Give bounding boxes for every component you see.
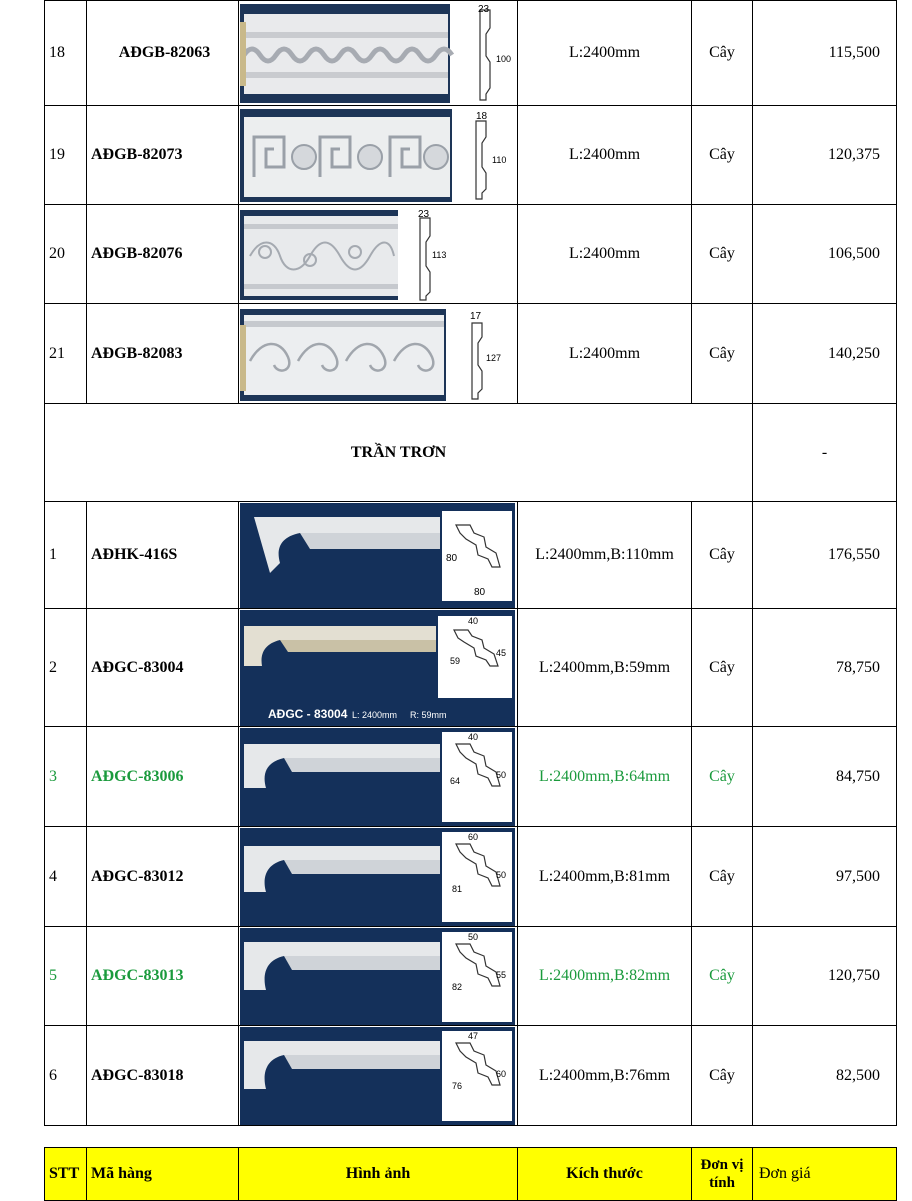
row-size: L:2400mm,B:81mm [518,827,692,927]
row-stt: 19 [45,106,87,205]
row-size: L:2400mm,B:59mm [518,609,692,727]
product-image-floral [240,206,515,303]
product-image-cornice [240,828,515,926]
dim-height: 50 [496,869,507,880]
dim-height: 50 [496,769,507,780]
dim-height: 60 [496,1068,507,1079]
row-price: 120,750 [753,927,897,1026]
dim-diag: 76 [452,1080,463,1091]
dim-width: 40 [468,615,479,626]
product-image-cornice [240,1027,515,1125]
row-product-code: AĐHK-416S [87,502,239,609]
row-size: L:2400mm,B:64mm [518,727,692,827]
table-row [45,609,897,727]
image-caption-radius: R: 59mm [410,709,447,720]
row-product-image [239,827,518,927]
row-product-code: AĐGB-82073 [87,106,239,205]
row-unit: Cây [692,502,753,609]
dim-diag: 81 [452,883,463,894]
header-unit [692,1148,753,1201]
row-stt: 6 [45,1026,87,1126]
dim-height: 80 [446,552,458,564]
product-image-cornice [240,610,515,726]
image-caption-code: AĐGC - 83004 [268,706,348,721]
section-price: - [753,404,897,502]
row-size: L:2400mm,B:76mm [518,1026,692,1126]
row-price: 106,500 [753,205,897,304]
dim-height: 100 [496,53,512,64]
product-image-greek [240,107,515,204]
row-stt: 21 [45,304,87,404]
row-size: L:2400mm [518,304,692,404]
row-price: 97,500 [753,827,897,927]
dim-diag: 82 [452,981,463,992]
row-product-code: AĐGB-82083 [87,304,239,404]
table-row [45,727,897,827]
row-product-image [239,502,518,609]
product-image-cornice [240,928,515,1025]
dim-width: 60 [468,831,479,842]
row-unit: Cây [692,205,753,304]
row-product-code: AĐGC-83004 [87,609,239,727]
row-product-code: AĐGC-83006 [87,727,239,827]
row-stt: 2 [45,609,87,727]
header-unit-line2: tính [709,1175,735,1191]
header-price: Đơn giá [753,1148,897,1201]
dim-width: 17 [470,310,482,322]
row-unit: Cây [692,609,753,727]
row-unit: Cây [692,304,753,404]
section-row [45,404,897,502]
row-stt: 4 [45,827,87,927]
row-product-code: AĐGC-83012 [87,827,239,927]
product-image-cornice [240,728,515,826]
table-row [45,205,897,304]
table-header-row [45,1148,897,1201]
row-size: L:2400mm,B:82mm [518,927,692,1026]
product-image-scroll [240,305,515,403]
header-size: Kích thước [518,1148,692,1201]
row-size: L:2400mm [518,205,692,304]
row-unit: Cây [692,1,753,106]
table-row [45,1026,897,1126]
table-row [45,304,897,404]
row-product-image [239,106,518,205]
header-unit-line1: Đơn vị [700,1157,744,1173]
row-unit: Cây [692,1026,753,1126]
header-image: Hình ảnh [239,1148,518,1201]
row-price: 78,750 [753,609,897,727]
table-row [45,502,897,609]
header-code: Mã hàng [87,1148,239,1201]
dim-width: 23 [478,3,490,15]
price-table [44,0,897,1126]
dim-width: 40 [468,731,479,742]
row-stt: 5 [45,927,87,1026]
row-size: L:2400mm,B:110mm [518,502,692,609]
table-row [45,827,897,927]
row-price: 115,500 [753,1,897,106]
row-price: 140,250 [753,304,897,404]
row-product-image [239,304,518,404]
row-size: L:2400mm [518,106,692,205]
row-product-image [239,205,518,304]
row-product-image [239,1026,518,1126]
next-page-header-table [44,1147,897,1201]
dim-width: 18 [476,110,488,122]
row-unit: Cây [692,727,753,827]
row-product-image [239,927,518,1026]
row-product-image [239,1,518,106]
dim-height: 55 [496,969,507,980]
product-image-rope [240,2,515,105]
dim-height: 110 [492,154,507,165]
row-stt: 3 [45,727,87,827]
row-price: 82,500 [753,1026,897,1126]
row-product-image [239,609,518,727]
row-stt: 1 [45,502,87,609]
header-stt: STT [45,1148,87,1201]
table-row [45,1,897,106]
row-price: 84,750 [753,727,897,827]
dim-diag: 64 [450,775,461,786]
row-unit: Cây [692,927,753,1026]
row-stt: 20 [45,205,87,304]
dim-width: 47 [468,1030,479,1041]
row-product-code: AĐGC-83018 [87,1026,239,1126]
row-size: L:2400mm [518,1,692,106]
table-row [45,106,897,205]
row-product-code: AĐGB-82063 [87,1,239,106]
row-product-code: AĐGC-83013 [87,927,239,1026]
row-unit: Cây [692,106,753,205]
row-product-code: AĐGB-82076 [87,205,239,304]
image-caption-length: L: 2400mm [352,709,398,720]
dim-width: 50 [468,931,479,942]
dim-height: 113 [432,249,447,260]
dim-height: 127 [486,352,502,363]
section-title: TRẦN TRƠN [45,404,753,502]
row-product-image [239,727,518,827]
dim-diag: 59 [450,655,461,666]
dim-height: 45 [496,647,507,658]
row-price: 176,550 [753,502,897,609]
row-stt: 18 [45,1,87,106]
table-row [45,927,897,1026]
dim-width: 80 [474,586,486,598]
row-price: 120,375 [753,106,897,205]
dim-width: 23 [418,208,430,220]
row-unit: Cây [692,827,753,927]
product-image-cornice [240,503,515,608]
